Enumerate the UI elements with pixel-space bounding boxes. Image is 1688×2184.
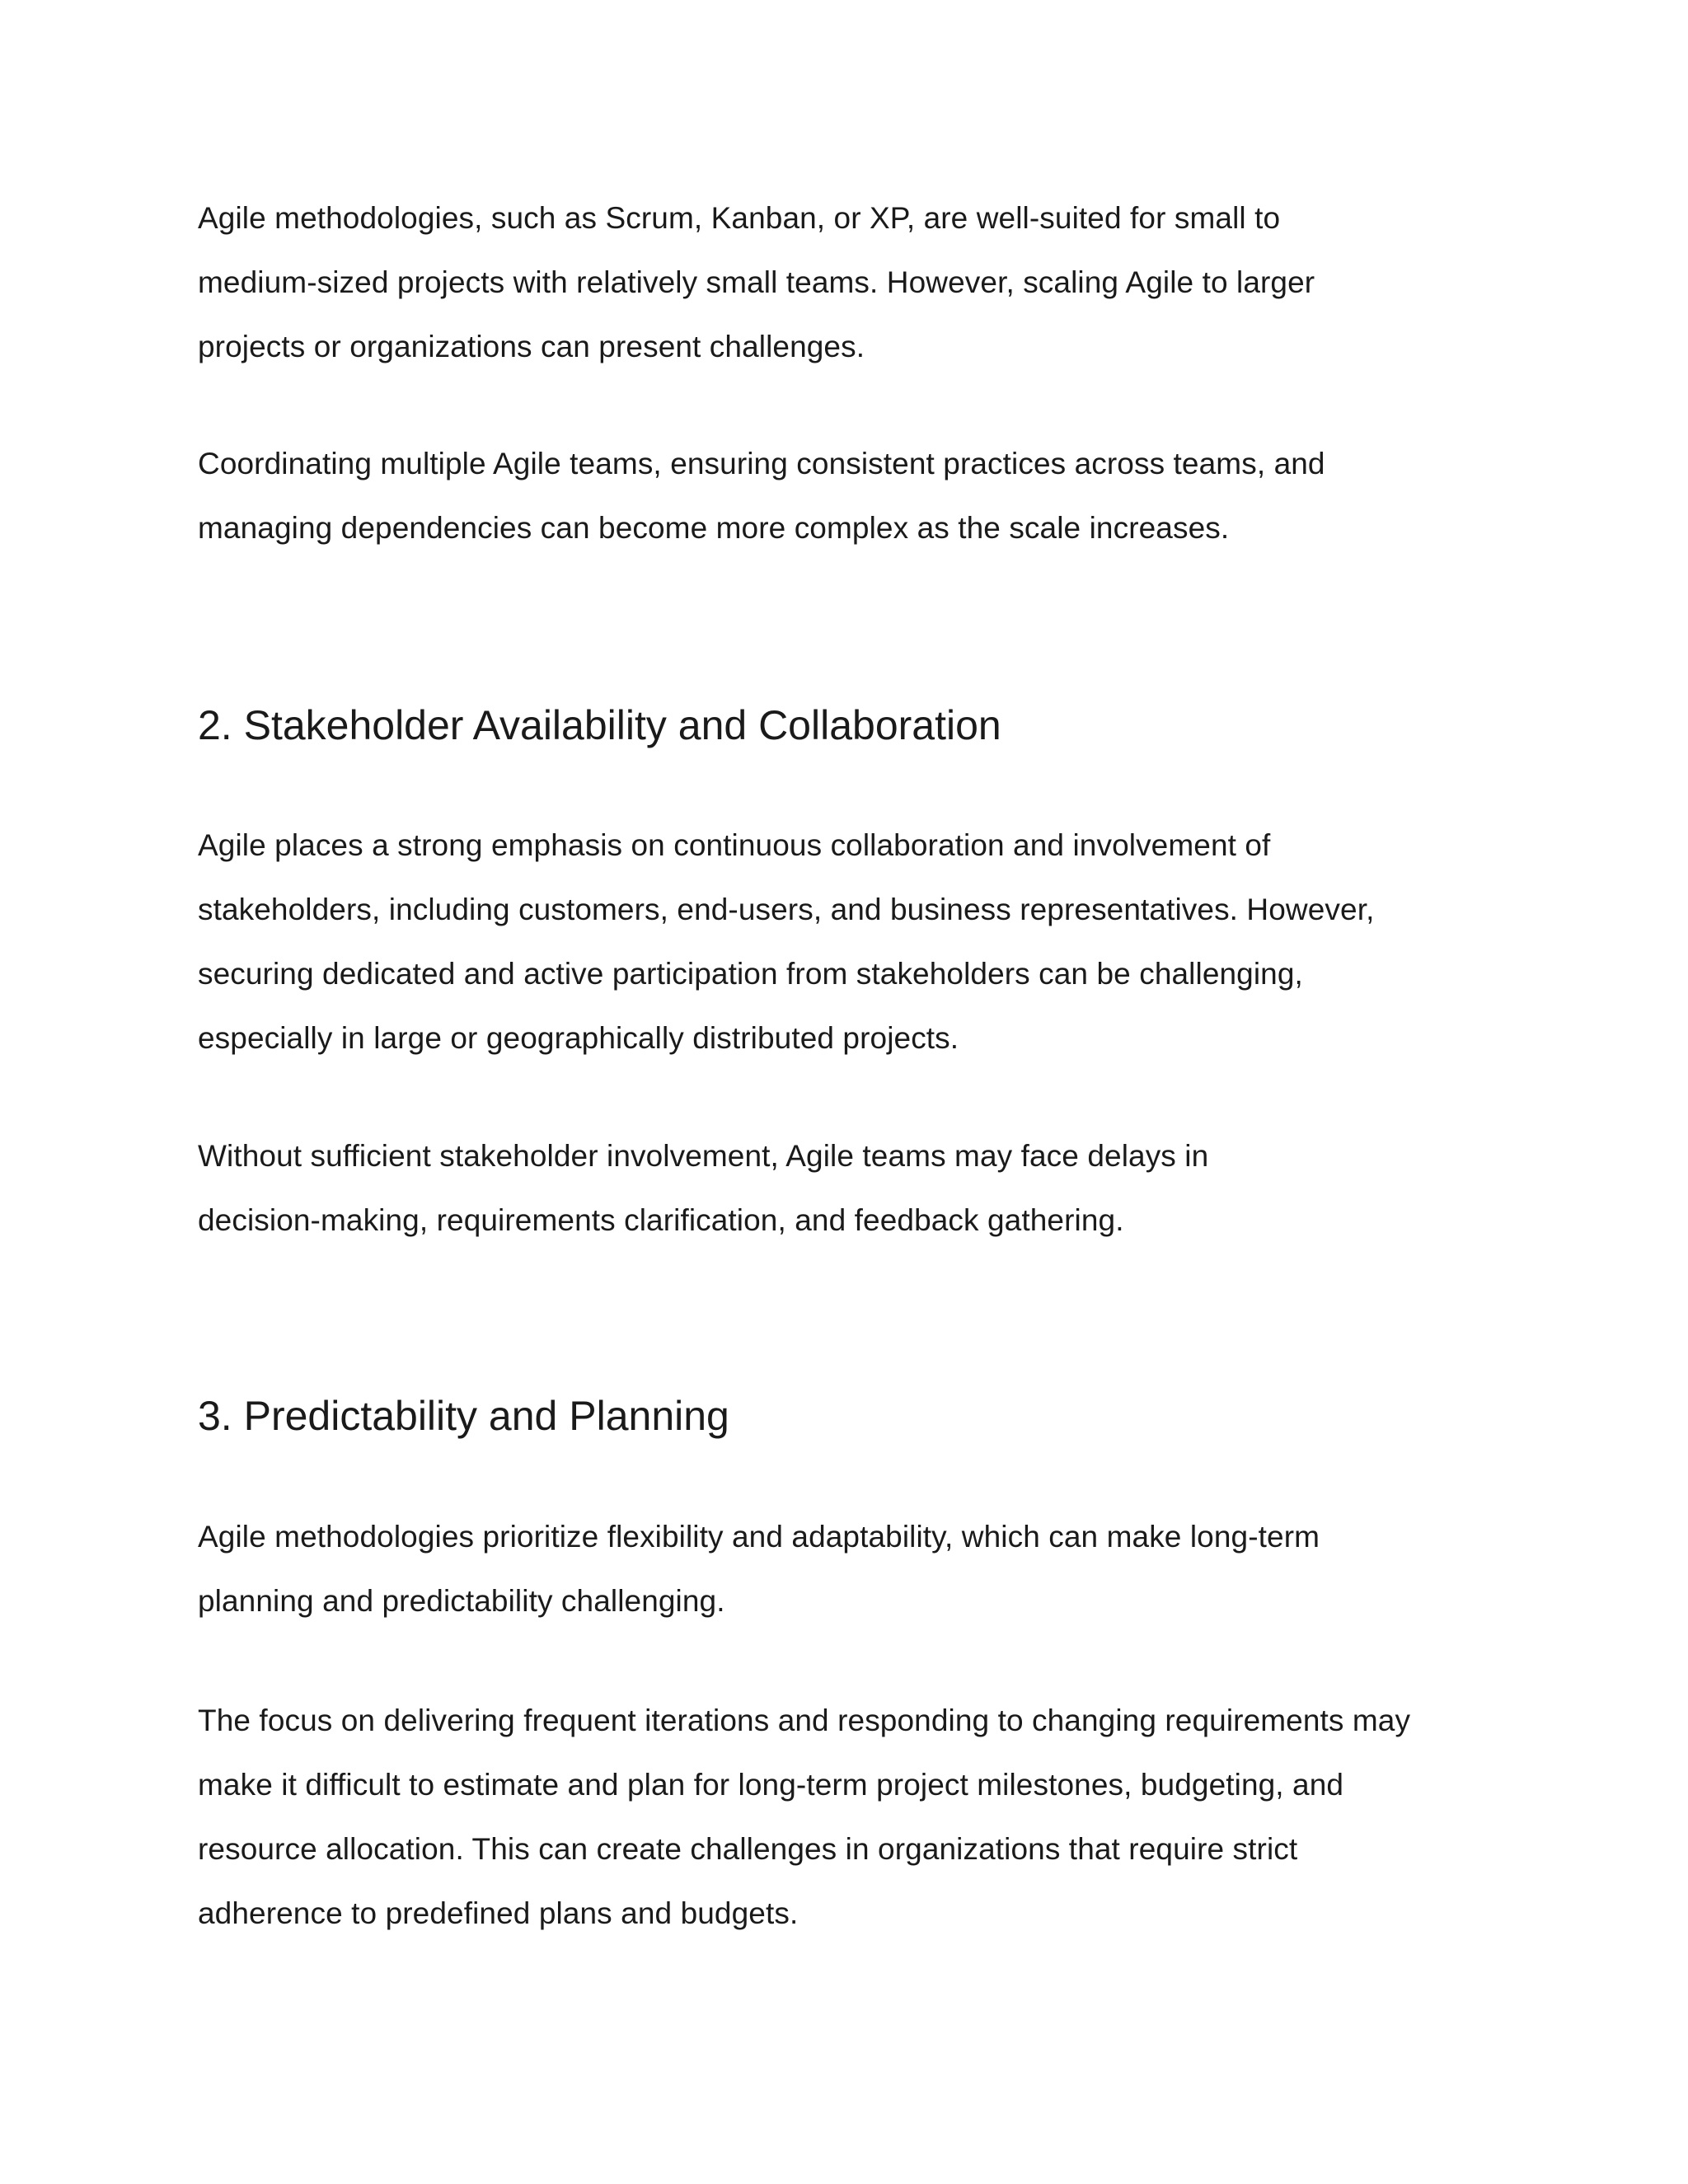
text-line: medium-sized projects with relatively small teams. However, scaling Agile to larger	[198, 265, 1315, 299]
text-line: The focus on delivering frequent iterations and responding to changing requirements may	[198, 1704, 1411, 1737]
text-line: decision-making, requirements clarification, and feedback gathering.	[198, 1203, 1124, 1237]
text-line: planning and predictability challenging.	[198, 1584, 725, 1618]
text-line: adherence to predefined plans and budgets.	[198, 1896, 799, 1930]
predictability-paragraph-2	[198, 1689, 1410, 1946]
section-heading-stakeholder: 2. Stakeholder Availability and Collaboration	[198, 702, 1001, 748]
intro-paragraph-1	[198, 186, 1315, 379]
text-line: Agile places a strong emphasis on continuous collaboration and involvement of	[198, 828, 1271, 862]
text-line: Agile methodologies prioritize flexibility and adaptability, which can make long-term	[198, 1520, 1320, 1554]
predictability-paragraph-1	[198, 1505, 1320, 1633]
intro-paragraph-2	[198, 432, 1325, 560]
text-line: securing dedicated and active participation from stakeholders can be challenging,	[198, 957, 1303, 991]
text-line: make it difficult to estimate and plan for long-term project milestones, budgeting, and	[198, 1768, 1344, 1802]
stakeholder-paragraph-1	[198, 813, 1374, 1071]
section-heading-predictability: 3. Predictability and Planning	[198, 1393, 729, 1439]
text-line: managing dependencies can become more complex as the scale increases.	[198, 511, 1230, 545]
stakeholder-paragraph-2	[198, 1124, 1208, 1253]
text-line: Agile methodologies, such as Scrum, Kanban, or XP, are well-suited for small to	[198, 201, 1281, 235]
text-line: resource allocation. This can create challenges in organizations that require strict	[198, 1832, 1298, 1866]
text-line: projects or organizations can present challenges.	[198, 330, 865, 363]
text-line: especially in large or geographically distributed projects.	[198, 1021, 959, 1055]
text-line: Coordinating multiple Agile teams, ensuring consistent practices across teams, and	[198, 447, 1325, 480]
text-line: stakeholders, including customers, end-users, and business representatives. However,	[198, 893, 1375, 926]
text-line: Without sufficient stakeholder involvement, Agile teams may face delays in	[198, 1139, 1209, 1173]
